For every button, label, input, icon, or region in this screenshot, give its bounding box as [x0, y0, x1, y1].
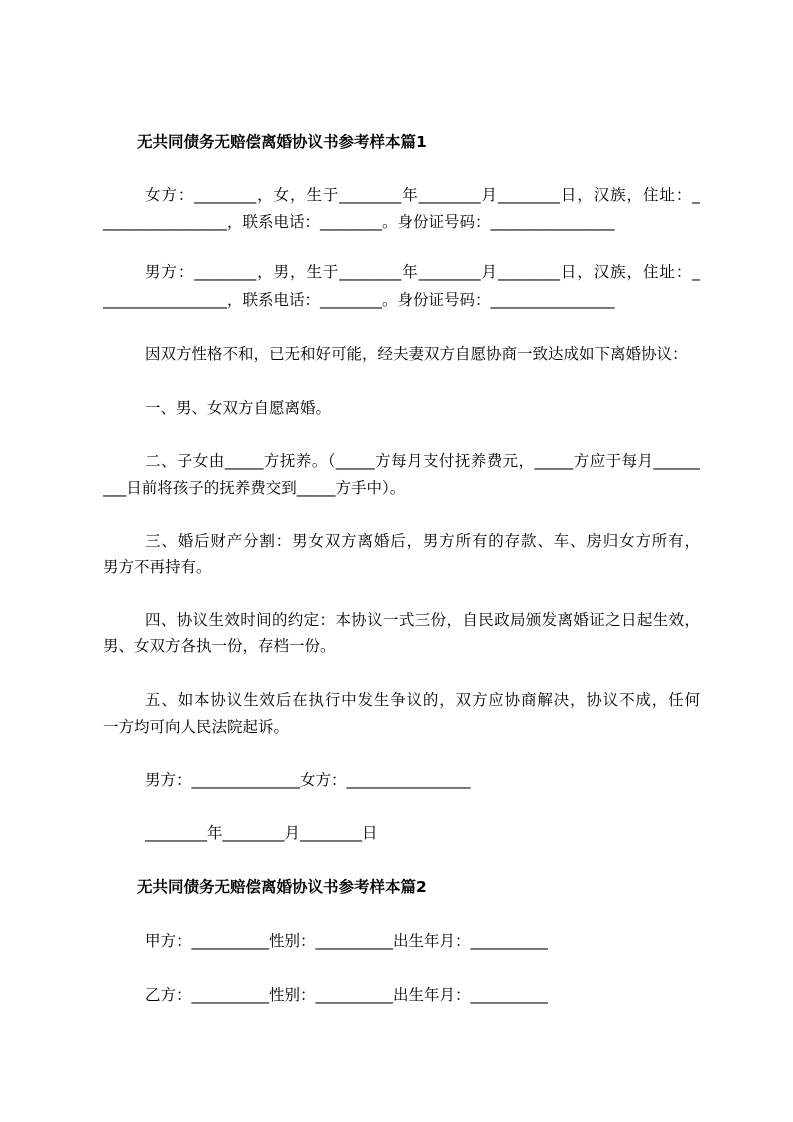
clause-4-line-1: 四、协议生效时间的约定：本协议一式三份，自民政局颁发离婚证之日起生效， [145, 611, 700, 629]
preamble-line: 因双方性格不和，已无和好可能，经夫妻双方自愿协商一致达成如下离婚协议： [145, 345, 688, 363]
clause-4-line-2: 男、女双方各执一份，存档一份。 [103, 637, 336, 655]
party-a-line: 甲方：__________性别：__________出生年月：__________ [145, 932, 549, 950]
male-party-line-2: ________________，联系电话：________。身份证号码：________________ [103, 291, 615, 309]
female-party-line-1: 女方：________，女，生于________年________月________日，汉族，住址：_ [145, 186, 700, 204]
party-b-line: 乙方：__________性别：__________出生年月：__________ [145, 986, 549, 1004]
sample-1-title: 无共同债务无赔偿离婚协议书参考样本篇1 [137, 133, 427, 151]
date-line: ________年________月________日 [145, 824, 378, 842]
female-party-line-2: ________________，联系电话：________。身份证号码：________________ [103, 213, 615, 231]
signature-line: 男方：______________女方：________________ [145, 771, 471, 789]
clause-5-line-1: 五、如本协议生效后在执行中发生争议的，双方应协商解决，协议不成，任何 [145, 691, 700, 709]
clause-3-line-2: 男方不再持有。 [103, 558, 212, 576]
clause-3-line-1: 三、婚后财产分割：男女双方离婚后，男方所有的存款、车、房归女方所有， [145, 532, 700, 550]
clause-5-line-2: 一方均可向人民法院起诉。 [103, 718, 290, 736]
sample-2-title: 无共同债务无赔偿离婚协议书参考样本篇2 [137, 878, 427, 896]
male-party-line-1: 男方：________，男，生于________年________月________日，汉族，住址：_ [145, 263, 700, 281]
clause-2-line-1: 二、子女由_____方抚养。（_____方每月支付抚养费元，_____方应于每月______ [145, 452, 700, 470]
clause-2-line-2: ___日前将孩子的抚养费交到_____方手中）。 [103, 479, 406, 497]
clause-1-line: 一、男、女双方自愿离婚。 [145, 399, 332, 417]
